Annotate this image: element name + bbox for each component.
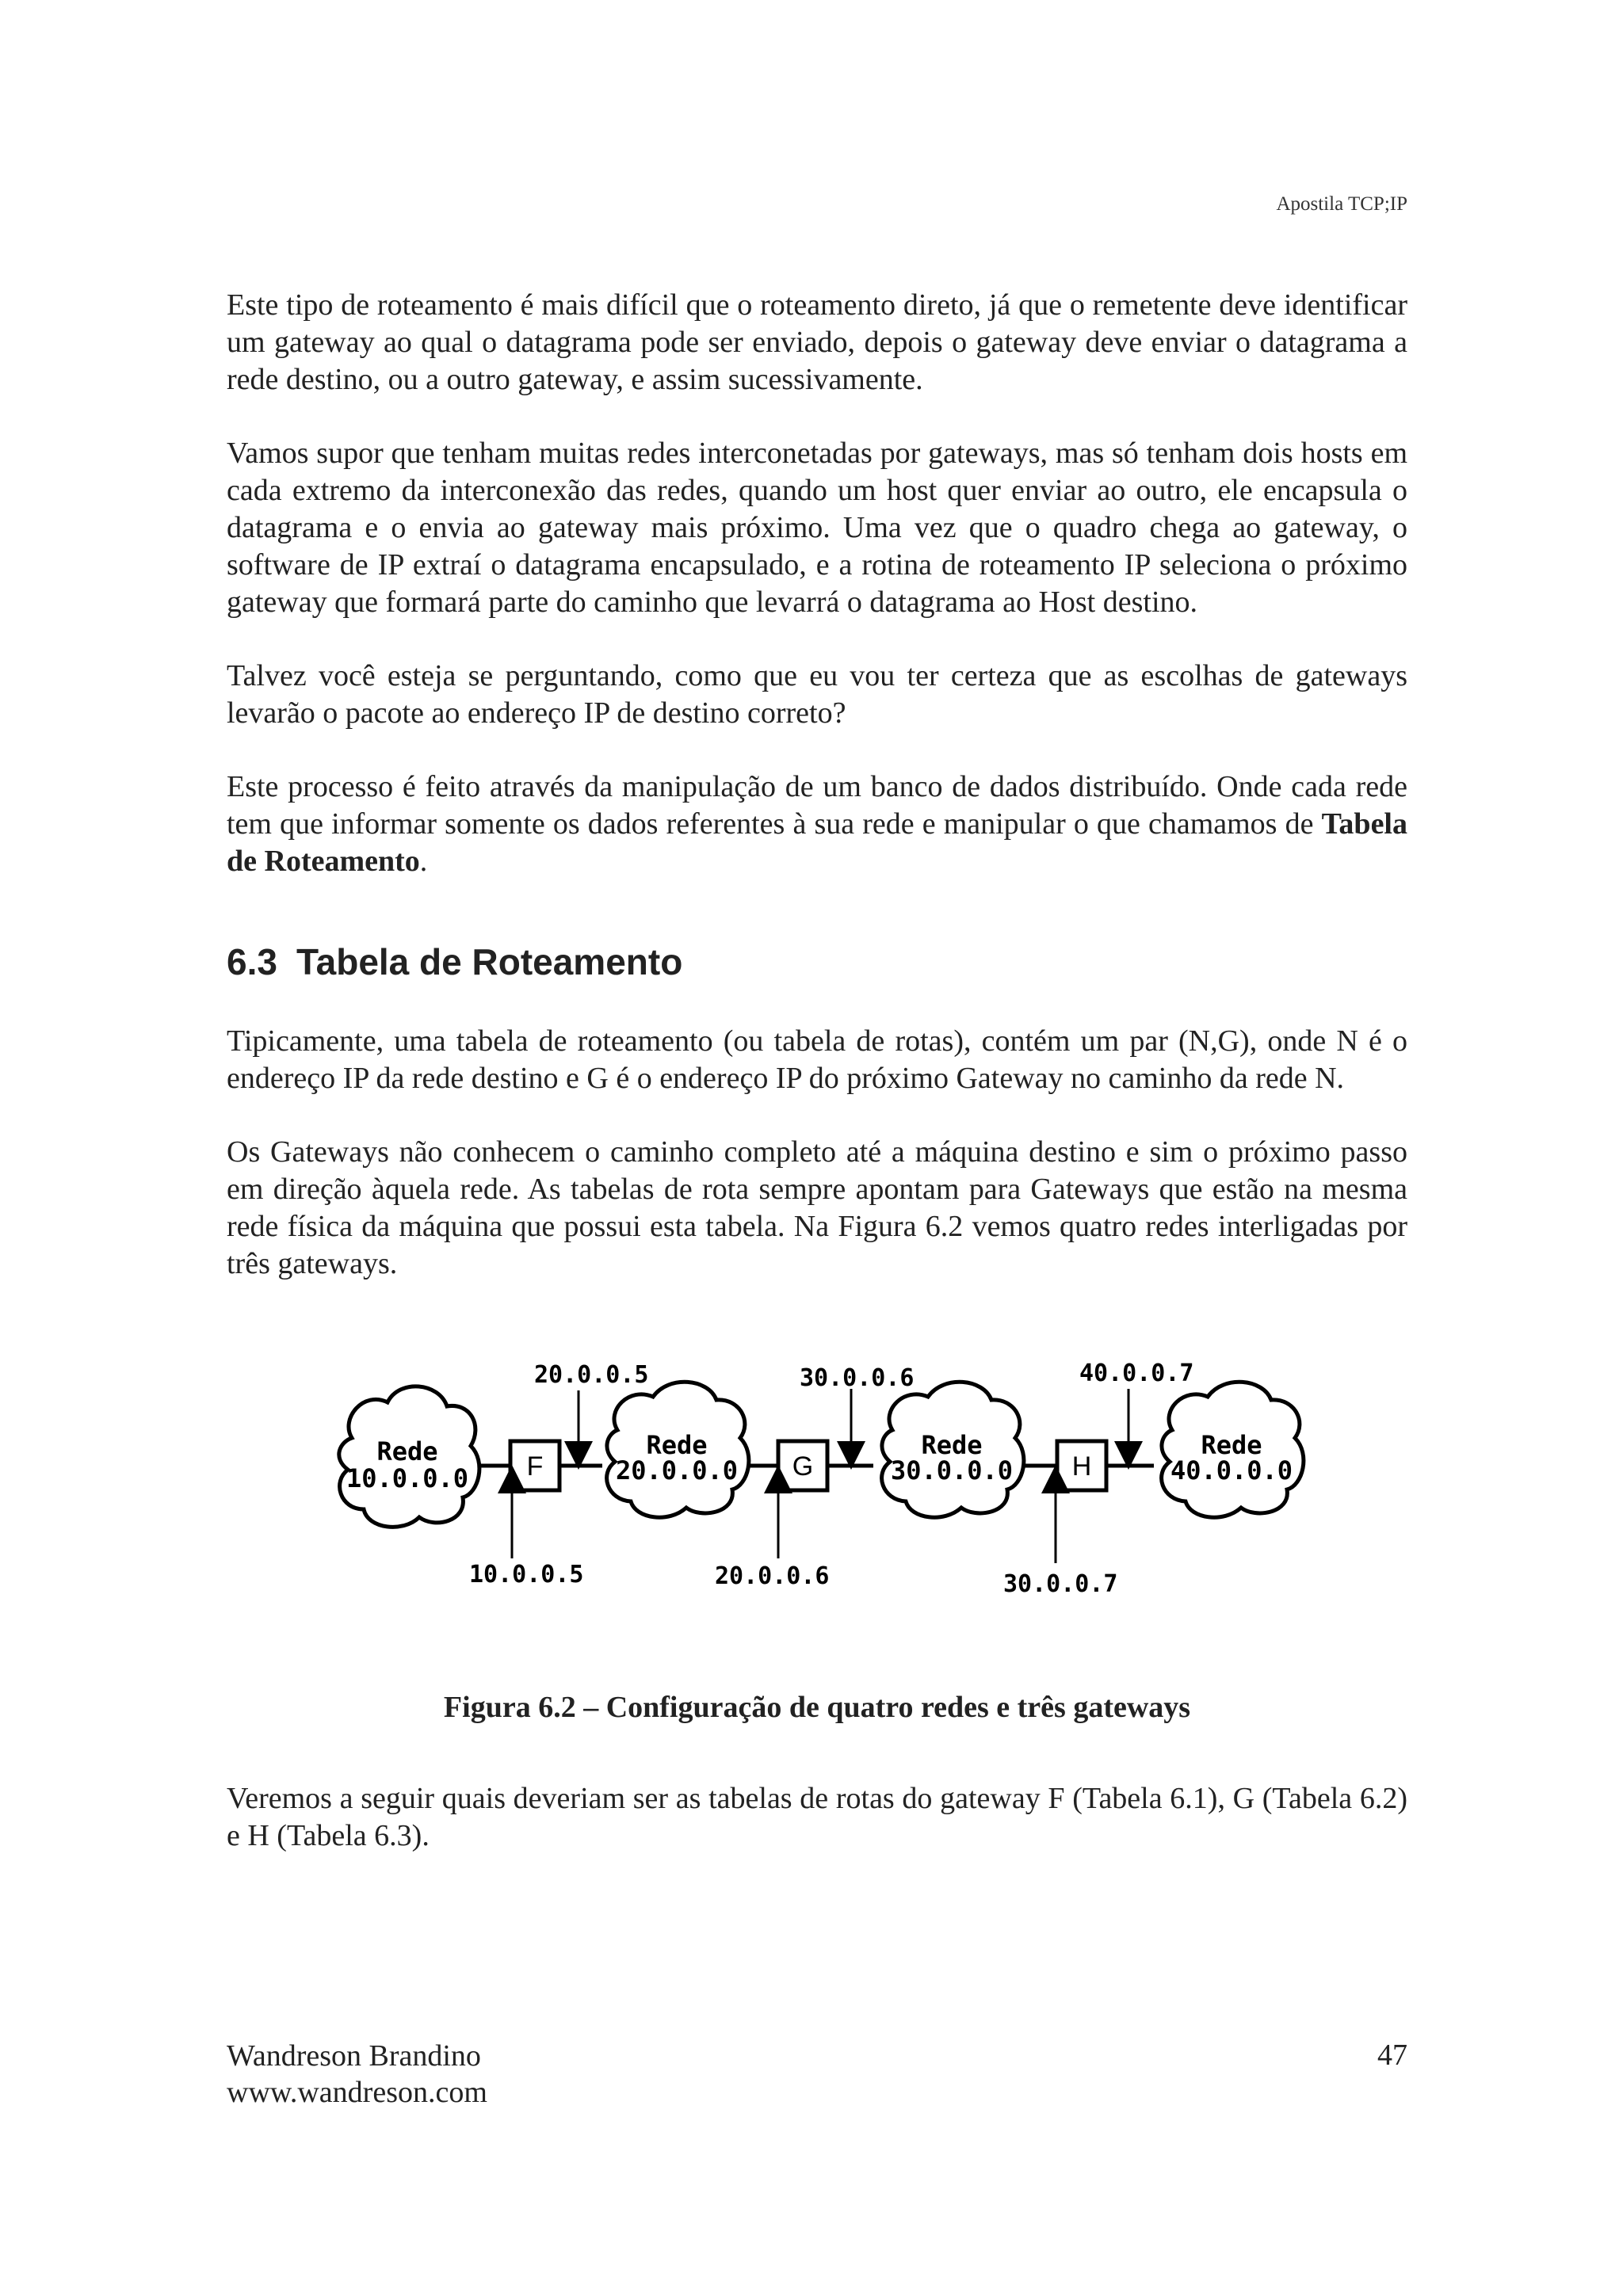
paragraph-7: Veremos a seguir quais deveriam ser as tabelas de rotas do gateway F (Tabela 6.1), G (Tabela 6.2) e H (Tabela 6.3). — [227, 1782, 1407, 1852]
paragraph-3: Talvez você esteja se perguntando, como que eu vou ter certeza que as escolhas de gateways levarão o pacote ao endereço IP de destino correto? — [227, 659, 1407, 730]
gateway-box — [778, 1441, 827, 1490]
network-address: 40.0.0.0 — [1170, 1455, 1293, 1486]
gateway-label: H — [1071, 1451, 1092, 1482]
paragraph-2: Vamos supor que tenham muitas redes interconetadas por gateways, mas só tenham dois hosts em cada extremo da interconexão das redes, quando um host quer enviar ao outro, ele encapsula o datagrama e o envia ao gateway mais próximo. Uma vez que o quadro chega ao gateway, o software de IP extraí o datagrama encapsulado, e a rotina de roteamento IP seleciona o próximo gateway que formará parte do caminho que levarrá o datagrama ao Host destino. — [227, 437, 1407, 619]
paragraph-1: Este tipo de roteamento é mais difícil que o roteamento direto, já que o remetente deve identificar um gateway ao qual o datagrama pode ser enviado, depois o gateway deve enviar o datagrama a rede destino, ou a outro gateway, e assim sucessivamente. — [227, 288, 1407, 396]
network-word: Rede — [376, 1436, 438, 1466]
paragraph-5: Tipicamente, uma tabela de roteamento (ou tabela de rotas), contém um par (N,G), onde N é o endereço IP da rede destino e G é o endereço IP do próximo Gateway no caminho da rede N. — [227, 1024, 1407, 1095]
address-label: 10.0.0.5 — [469, 1561, 584, 1589]
network-word: Rede — [921, 1430, 983, 1460]
gateway-box — [510, 1441, 559, 1490]
paragraph-6: Os Gateways não conhecem o caminho completo até a máquina destino e sim o próximo passo em direção àquela rede. As tabelas de rota sempre apontam para Gateways que estão na mesma rede física da máquina que possui esta tabela. Na Figura 6.2 vemos quatro redes interligadas por três gateways. — [227, 1135, 1407, 1280]
paragraph-4-bold: Tabela de Roteamento — [227, 807, 1407, 878]
network-address: 10.0.0.0 — [346, 1463, 469, 1493]
section-number: 6.3 — [227, 941, 277, 982]
footer-site: www.wandreson.com — [227, 2076, 487, 2109]
network-cloud — [882, 1382, 1024, 1517]
address-label: 20.0.0.5 — [534, 1361, 649, 1389]
footer-author: Wandreson Brandino — [227, 2039, 481, 2073]
paragraph-4 — [227, 769, 1407, 880]
paragraph-4-text: Este processo é feito através da manipulação de um banco de dados distribuído. Onde cada rede tem que informar somente os dados referentes à sua rede e manipular o que chamamos de — [227, 770, 1407, 841]
network-diagram — [320, 1343, 1350, 1604]
network-word: Rede — [1201, 1430, 1262, 1460]
paragraph-4-end: . — [419, 845, 428, 878]
figure-caption: Figura 6.2 – Configuração de quatro redes e três gateways — [443, 1691, 1191, 1724]
address-label: 30.0.0.7 — [1003, 1570, 1118, 1598]
network-cloud — [339, 1386, 479, 1527]
page-number: 47 — [1377, 2039, 1407, 2072]
section-heading — [227, 940, 1407, 983]
gateway-box — [1057, 1441, 1106, 1490]
page-content — [227, 287, 1407, 1891]
network-cloud — [1162, 1382, 1304, 1517]
address-label: 30.0.0.6 — [800, 1364, 915, 1392]
section-title: Tabela de Roteamento — [296, 941, 683, 982]
network-word: Rede — [646, 1430, 708, 1460]
gateway-label: F — [526, 1451, 544, 1482]
address-label: 20.0.0.6 — [715, 1562, 830, 1590]
network-address: 20.0.0.0 — [615, 1455, 739, 1486]
running-header: Apostila TCP;IP — [1276, 193, 1407, 215]
network-cloud — [607, 1382, 749, 1517]
gateway-label: G — [792, 1451, 814, 1482]
network-figure — [227, 1343, 1407, 1676]
footer-author-block — [227, 2038, 487, 2111]
address-label: 40.0.0.7 — [1079, 1360, 1194, 1387]
network-address: 30.0.0.0 — [890, 1455, 1014, 1486]
